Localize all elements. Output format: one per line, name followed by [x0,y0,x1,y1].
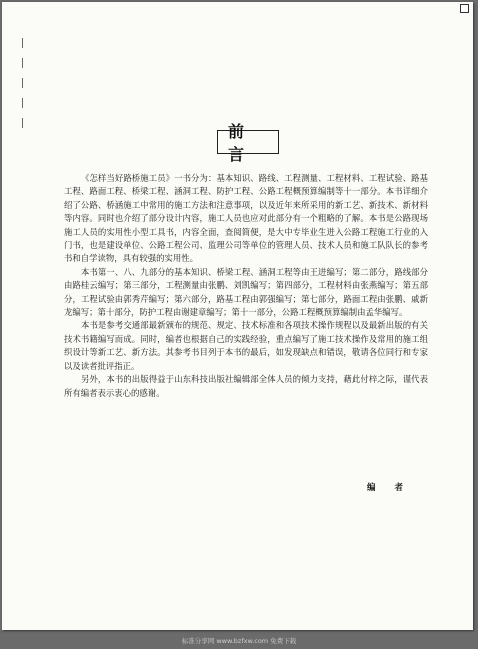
binding-marks [22,38,25,148]
paragraph-4: 另外，本书的出版得益于山东科技出版社编辑部全体人员的倾力支持，藉此付梓之际，谨代表所有编者表示衷心的感谢。 [64,374,428,398]
document-page [2,2,473,630]
paragraph-3: 本书是参考交通部最新颁布的规范、规定、技术标准和各项技术操作规程以及最新出版的有关技术书籍编写而成。同时，编者也根据自己的实践经验，重点编写了施工技术操作及常用的施工组织设计等新工艺、新方法。其参考书目列于本书的最后，如发现缺点和错误，敬请各位同行和专家以及读者批评指正。 [64,320,428,371]
page-title: 前 言 [228,122,255,164]
paragraph-2: 本书第一、八、九部分的基本知识、桥梁工程、涵洞工程等由王进编写；第二部分，路线部分由路桂云编写；第三部分，工程测量由张鹏、刘凯编写；第四部分，工程材料由张燕编写；第五部分，工程试验由郭秀芹编写；第六部分，路基工程由郭强编写；第七部分，路面工程由张鹏、戚新龙编写；第十部分，防护工程由谢建章编写；第十一部分，公路工程概预算编制由孟华编写。 [64,266,428,318]
signature: 编 者 [367,483,411,493]
preface-title-box [217,122,279,164]
page-corner-icon [460,4,469,13]
preface-body [64,172,428,400]
watermark-footer: 标准分享网 www.bzfxw.com 免费下载 [181,637,297,645]
paragraph-1: 《怎样当好路桥施工员》一书分为：基本知识、路线、工程测量、工程材料、工程试验、路基工程、路面工程、桥梁工程、涵洞工程、防护工程、公路工程概预算编制等十一部分。本书详细介绍了公路、桥涵施工中常用的施工方法和注意事项，以及近年来所采用的新工艺、新技术、新材料等内容。同时也介绍了部分设计内容，施工人员也应对此部分有一个粗略的了解。本书是公路现场施工人员的实用性小型工具书，内容全面，查阅简便，是大中专毕业生进入公路工程施工行业的入门书，也是建设单位、公路工程公司、监理公司等单位的管理人员、技术人员和施工队队长的参考书和自学读物，具有较强的实用性。 [64,173,428,264]
